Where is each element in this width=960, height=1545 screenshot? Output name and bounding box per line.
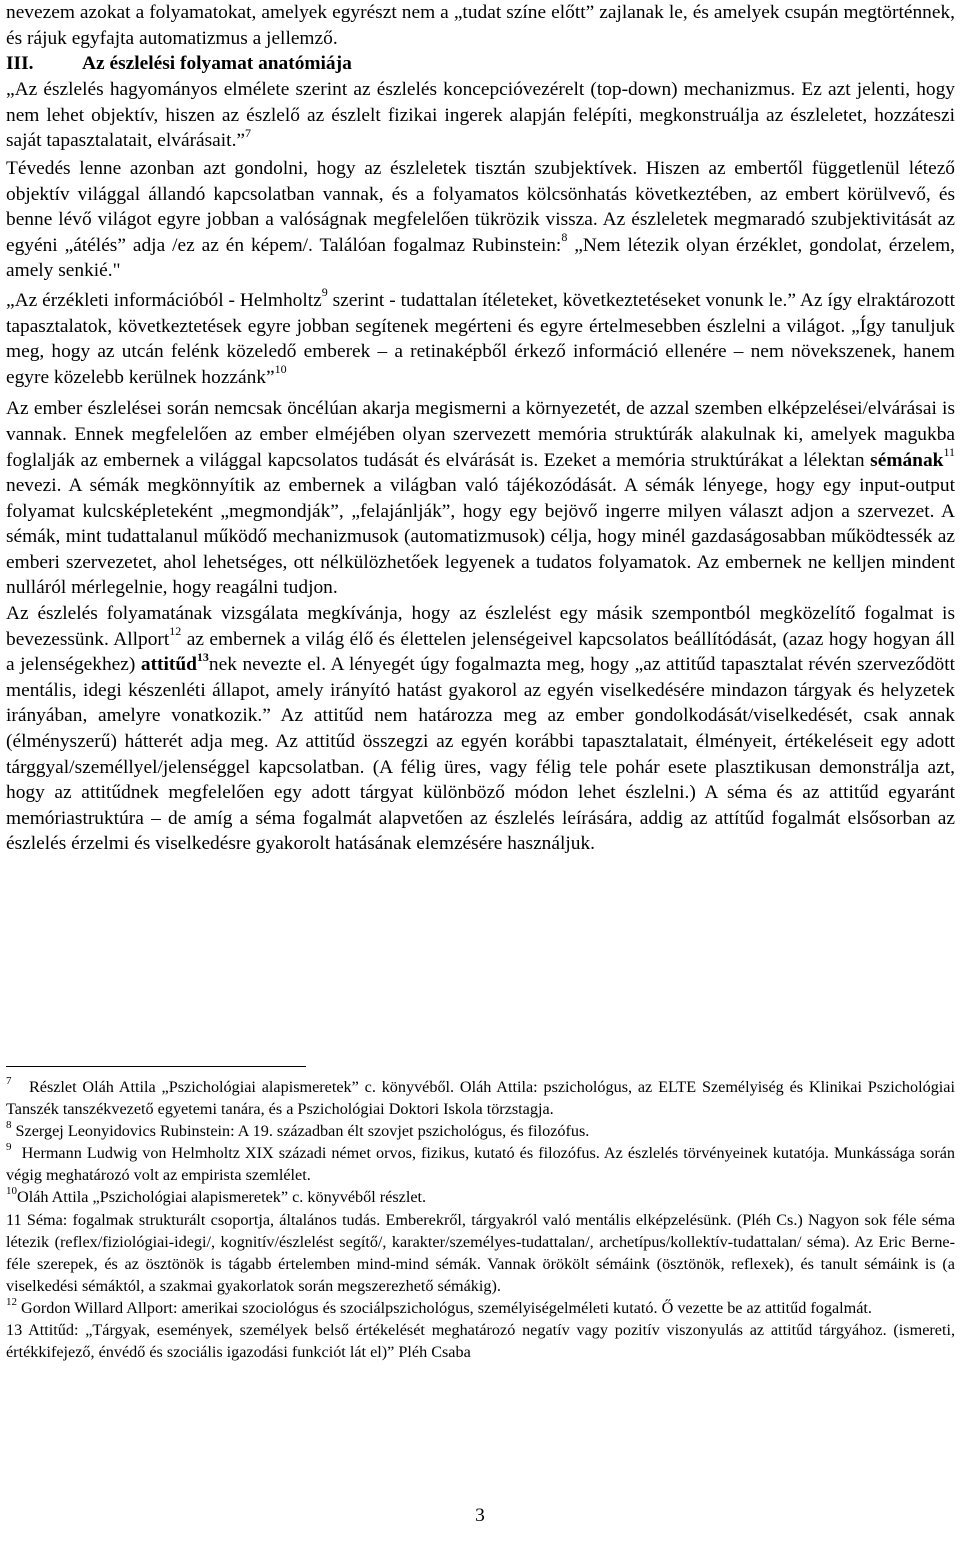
footnote-separator — [6, 1066, 306, 1067]
section-number: III. — [6, 53, 34, 75]
paragraph-2b — [6, 285, 955, 390]
footnote-ref-12[interactable]: 12 — [169, 624, 182, 639]
footnote-7 — [6, 1076, 955, 1120]
footnote-7-text: Részlet Oláh Attila „Pszichológiai alapismeretek” c. könyvéből. Oláh Attila: pszichológus, az ELTE Személyiség és Klinikai Pszichológiai Tanszék tanszékvezető egyetemi tanára, és a Pszichológiai Doktori Iskola törzstagja. — [6, 1078, 955, 1119]
paragraph-1-text: „Az észlelés hagyományos elmélete szerint az észlelés koncepcióvezérelt (top-down) mechanizmus. Ez azt jelenti, hogy nem lehet objektív, hiszen az észlelő az észlelt fizikai ingerek alapján felépíti, megkonstruálja az észleletet, hozzáteszi saját tapasztalatait, elvárásait.” — [6, 79, 955, 152]
footnote-ref-9[interactable]: 9 — [321, 285, 328, 300]
footnote-ref-8[interactable]: 8 — [561, 230, 568, 245]
paragraph-4-text-a: Az észlelés folyamatának vizsgálata megkívánja, hogy az észlelést egy másik szempontból megközelítő fogalmat is bevezessünk. Allport — [6, 603, 955, 650]
term-attitud: attitűd — [140, 654, 197, 676]
footnote-ref-7[interactable]: 7 — [245, 125, 252, 140]
paragraph-2-text-b: „Nem létezik olyan érzéklet, gondolat, érzelem, amely senkié." — [6, 234, 956, 282]
footnote-12 — [6, 1297, 955, 1319]
paragraph-2-text-d: szerint - tudattalan ítéleteket, következtetéseket vonunk le.” Az így elraktározott tapasztalatok, következtetések egyre jobban segítenek megérteni és egyre értelmesebben észlelni a világot. „Így tanuljuk meg, hogy az utcán felénk közeledő emberek – a retinaképből érkező információ ellenére – nem növekszenek, hanem egyre közelebb kerülnek hozzánk” — [6, 289, 955, 388]
intro-paragraph: nevezem azokat a folyamatokat, amelyek egyrészt nem a „tudat színe előtt” zajlanak le, és amelyek csupán megtörténnek, és rájuk egyfajta automatizmus a jellemző. — [6, 2, 955, 49]
footnote-13: 13 Attitűd: „Tárgyak, események, személyek belső értékelését meghatározó negatív vagy pozitív viszonyulás az attitűd tárgyához. (ismereti, értékkifejező, énvédő és szociális igazodási funkciót lát el)” Pléh Csaba — [6, 1321, 955, 1362]
footnote-9-number: 9 — [6, 1140, 12, 1153]
paragraph-3-text-b: nevezi. A sémák megkönnyítik az embernek a világban való tájékozódását. A sémák lényege, hogy egy input-output folyamat kulcsképleteként „megmondják”, „felajánlják”, hogy egy bejövő ingerre milyen választ adjon a szervezet. A sémák, mint tudattalanul működő mechanizmusok (automatizmusok) célja, hogy minél gazdaságosabban működtessék az emberi szervezetet, ahol lehetséges, ott nélkülözhetőek legyenek a tudatos folyamatok. Az embernek ne kelljen mindent nulláról mérlegelnie, hogy reagálni tudjon. — [6, 475, 955, 599]
paragraph-3 — [6, 396, 955, 601]
footnote-9 — [6, 1142, 955, 1186]
footnote-10-text: Oláh Attila „Pszichológiai alapismeretek” c. könyvéből részlet. — [17, 1188, 427, 1207]
footnotes — [6, 1076, 955, 1363]
paragraph-2 — [6, 156, 955, 284]
paragraph-2-text-c: „Az érzékleti információból - Helmholtz — [6, 289, 322, 311]
paragraph-1 — [6, 77, 955, 154]
footnote-12-text: Gordon Willard Allport: amerikai szociológus és szociálpszichológus, személyiségelméleti kutató. Ő vezette be az attitűd fogalmát. — [17, 1298, 872, 1317]
footnote-8 — [6, 1120, 955, 1142]
paragraph-4 — [6, 601, 955, 857]
footnote-10 — [6, 1186, 955, 1208]
footnote-7-number: 7 — [6, 1074, 12, 1087]
section-heading — [6, 51, 955, 77]
footnote-11: 11 Séma: fogalmak strukturált csoportja, általános tudás. Emberekről, tárgyakról való mentális elképzelésünk. (Pléh Cs.) Nagyon sok féle séma létezik (reflex/fiziológiai-idegi/, kognitív/észlelést segítő/, karakter/személyes-tudattalan/, archetípus/kollektív-tudattalan/ séma). Az Eric Berne-féle szerepek, és az ösztönök is tágabb értelemben mind-mind sémák. Vannak örökölt sémáink (ösztönök, reflexek), és tanult sémáink is (a viselkedési sémáktól, a szakmai gyakorlatok során megszerezhető sémákig). — [6, 1210, 955, 1295]
paragraph-4-text-c: nek nevezte el. A lényegét úgy fogalmazta meg, hogy „az attitűd tapasztalat révén szerveződött mentális, idegi készenléti állapot, amely irányító hatást gyakorol az egyén viselkedésére mindazon tárgyak és helyzetek irányában, amelyre vonatkozik.” Az attitűd nem határozza meg az ember gondolkodását/viselkedését, csak annak (élményszerű) hátterét adja meg. Az attitűd összegzi az egyén korábbi tapasztalatait, élményeit, értékeléseit egy adott tárggyal/személlyel/jelenséggel kapcsolatban. (A félig üres, vagy félig tele pohár esete plasztikusan demonstrálja azt, hogy az attitűdnek megfelelően egy adott tárgyat különböző módon lehet észlelni.) A séma és az attitűd egyaránt memóriastruktúra – de amíg a séma fogalmát alapvetően az észlelés leírására, addig az attítűd fogalmát elsősorban az észlelés érzelmi és viselkedésre gyakorolt hatásának elemzésére használjuk. — [6, 654, 955, 855]
footnote-12-number: 12 — [6, 1295, 17, 1308]
section-title: Az észlelési folyamat anatómiája — [82, 53, 352, 75]
footnote-10-number: 10 — [6, 1185, 17, 1198]
paragraph-2-text-a: Tévedés lenne azonban azt gondolni, hogy az észleletek tisztán szubjektívek. Hiszen az embertől függetlenül létező objektív világgal állandó kapcsolatban vannak, és a folyamatos kölcsönhatás következtében, az embert körülvevő, és benne lévő világot egyre jobban a valóságnak megfelelően tükrözik vissza. Az észleletek megmaradó szubjektivitását az egyéni „átélés” adja /ez az én képem/. Találóan fogalmaz Rubinstein: — [6, 157, 955, 256]
footnote-8-text: Szergej Leonyidovics Rubinstein: A 19. században élt szovjet pszichológus, és filozófus. — [11, 1122, 590, 1141]
footnote-8-number: 8 — [6, 1118, 12, 1131]
paragraph-4-text-b: az embernek a világ élő és élettelen jelenségeivel kapcsolatos beállítódását, (azaz hogy hogyan áll a jelenségekhez) — [6, 628, 955, 676]
footnote-ref-10[interactable]: 10 — [274, 362, 287, 377]
document-body — [6, 0, 955, 857]
footnote-ref-11[interactable]: 11 — [943, 445, 955, 460]
paragraph-3-text-a: Az ember észlelései során nemcsak öncélúan akarja megismerni a környezetét, de azzal szemben elképzelései/elvárásai is vannak. Ennek megfelelően az ember elméjében olyan szervezett memória struktúrák alakulnak ki, amelyek magukba foglalják az embernek a világgal kapcsolatos tudását és elvárását is. Ezeket a memória struktúrákat a lélektan — [6, 398, 955, 471]
term-sema: sémának — [870, 449, 944, 471]
footnote-9-text: Hermann Ludwig von Helmholtz XIX századi német orvos, fizikus, kutató és filozófus. Az észlelés törvényeinek kutatója. Munkássága során végig meghatározó volt az empirista szemlélet. — [6, 1144, 956, 1185]
footnote-ref-13[interactable]: 13 — [196, 649, 209, 664]
page-number: 3 — [475, 1505, 485, 1526]
